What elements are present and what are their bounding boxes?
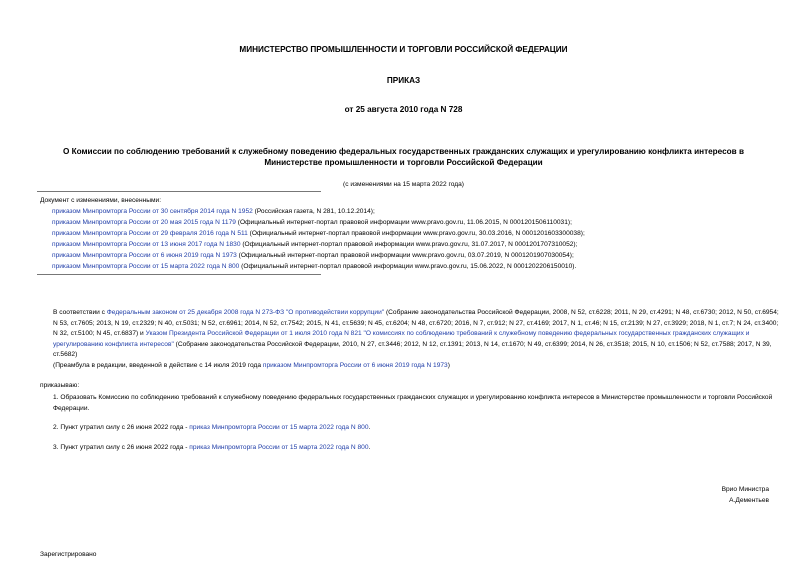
item-2-link[interactable]: приказ Минпромторга России от 15 марта 2022 года N 800 (189, 424, 369, 431)
preamble-note (40, 361, 783, 372)
history-link[interactable]: приказом Минпромторга России от 20 мая 2015 года N 1179 (52, 219, 236, 226)
history-item (40, 250, 760, 261)
history-item (40, 206, 760, 217)
history-item (40, 261, 760, 272)
history-item (40, 228, 760, 239)
history-block (40, 195, 760, 272)
preamble-note-end: ) (447, 362, 450, 369)
history-source: (Официальный интернет-портал правовой информации www.pravo.gov.ru, 30.03.2016, N 0001201603300038); (247, 230, 585, 237)
preamble-note-link[interactable]: приказом Минпромторга России от 6 июня 2019 года N 1973 (262, 362, 448, 369)
history-intro: Документ с изменениями, внесенными: (40, 197, 162, 204)
order-word: приказываю: (40, 382, 80, 389)
history-top-divider (37, 191, 321, 192)
ministry-name: МИНИСТЕРСТВО ПРОМЫШЛЕННОСТИ И ТОРГОВЛИ РОССИЙСКОЙ ФЕДЕРАЦИИ (239, 45, 568, 54)
history-source: (Официальный интернет-портал правовой информации www.pravo.gov.ru, 31.07.2017, N 0001201707310052); (240, 241, 578, 248)
history-link[interactable]: приказом Минпромторга России от 30 сентября 2014 года N 1952 (52, 208, 253, 215)
item-3-text: 3. Пункт утратил силу с 26 июня 2022 года - (53, 444, 190, 451)
history-item (40, 217, 760, 228)
preamble-paragraph (40, 308, 783, 361)
history-link[interactable]: приказом Минпромторга России от 15 марта 2022 года N 800 (52, 263, 240, 270)
item-2-end: . (368, 424, 371, 431)
item-3-link[interactable]: приказ Минпромторга России от 15 марта 2022 года N 800 (189, 444, 369, 451)
history-source: (Официальный интернет-портал правовой информации www.pravo.gov.ru, 11.06.2015, N 0001201506110031); (235, 219, 572, 226)
signature-block (722, 484, 769, 506)
history-item (40, 239, 760, 250)
document-date-number: от 25 августа 2010 года N 728 (344, 105, 463, 114)
changes-note: (с изменениями на 15 марта 2022 года) (343, 181, 464, 188)
history-link[interactable]: приказом Минпромторга России от 29 февраля 2016 года N 511 (52, 230, 248, 237)
preamble-text: В соответствии с (53, 309, 107, 316)
document-type: ПРИКАЗ (386, 76, 421, 85)
document-title: О Комиссии по соблюдению требований к служебному поведению федеральных государственных гражданских служащих и урегулированию конфликта интересов в Министерстве промышленности и торговли Российской Федерации (62, 147, 745, 167)
item-1: 1. Образовать Комиссию по соблюдению требований к служебному поведению федеральных государственных гражданских служащих и урегулированию конфликта интересов в Министерстве промышленности и торговли Российской Федерации. (53, 394, 773, 412)
item-2-text: 2. Пункт утратил силу с 26 июня 2022 года - (53, 424, 190, 431)
signatory-position: Врио Министра (721, 486, 769, 493)
federal-law-link[interactable]: Федеральным законом от 25 декабря 2008 года N 273-ФЗ "О противодействии коррупции" (106, 309, 385, 316)
preamble-text: (Собрание законодательства Российской Федерации, 2008, N 52, ст.6228; 2011, N 29, ст.4291; N 48, ст.6730; 2012, N 50, ст.6954; N 53, ст.7605; 2013, N 19, ст.2329; N 40, ст.5031; N 52, ст.6961; 2014, N 52, ст.7542; 2015, N 41, ст.5639; N 45, ст.6204; N 48, ст.6720; 2016, N 7, ст.912; N 27, ст.4169; 2017, N 1, ст.46; N 15, ст.2139; N 27, ст.3929; 2018, N 1, ст.7; N 24, ст.3400; N 32, ст.5100; N 45, ст.6837) и (53, 309, 779, 337)
history-source: (Официальный интернет-портал правовой информации www.pravo.gov.ru, 15.06.2022, N 0001202206150010). (239, 263, 577, 270)
history-bottom-divider (37, 274, 321, 275)
item-2 (40, 423, 783, 434)
preamble-text: (Собрание законодательства Российской Федерации, 2010, N 27, ст.3446; 2012, N 12, ст.1391; 2013, N 14, ст.1670; N 49, ст.6399; 2014, N 26, ст.3518; 2015, N 10, ст.1506; N 52, ст.7588; 2017, N 39, ст.5682) (53, 340, 772, 358)
history-source: (Официальный интернет-портал правовой информации www.pravo.gov.ru, 03.07.2019, N 0001201907030054); (236, 252, 574, 259)
presidential-decree-link[interactable]: Указом Президента Российской Федерации от 1 июля 2010 года N 821 "О комиссиях по соблюдению требований к служебному поведению федеральных государственных гражданских служащих и урегулированию конфликта интересов" (53, 330, 750, 348)
registration-note: Зарегистрировано (40, 551, 97, 558)
history-link[interactable]: приказом Минпромторга России от 13 июня 2017 года N 1830 (52, 241, 241, 248)
preamble-note-text: (Преамбула в редакции, введенной в действие с 14 июля 2019 года (53, 362, 263, 369)
signatory-name: А.Дементьев (729, 497, 769, 504)
history-source: (Российская газета, N 281, 10.12.2014); (252, 208, 375, 215)
item-3-end: . (368, 444, 371, 451)
history-link[interactable]: приказом Минпромторга России от 6 июня 2019 года N 1973 (52, 252, 237, 259)
item-3 (40, 443, 783, 454)
